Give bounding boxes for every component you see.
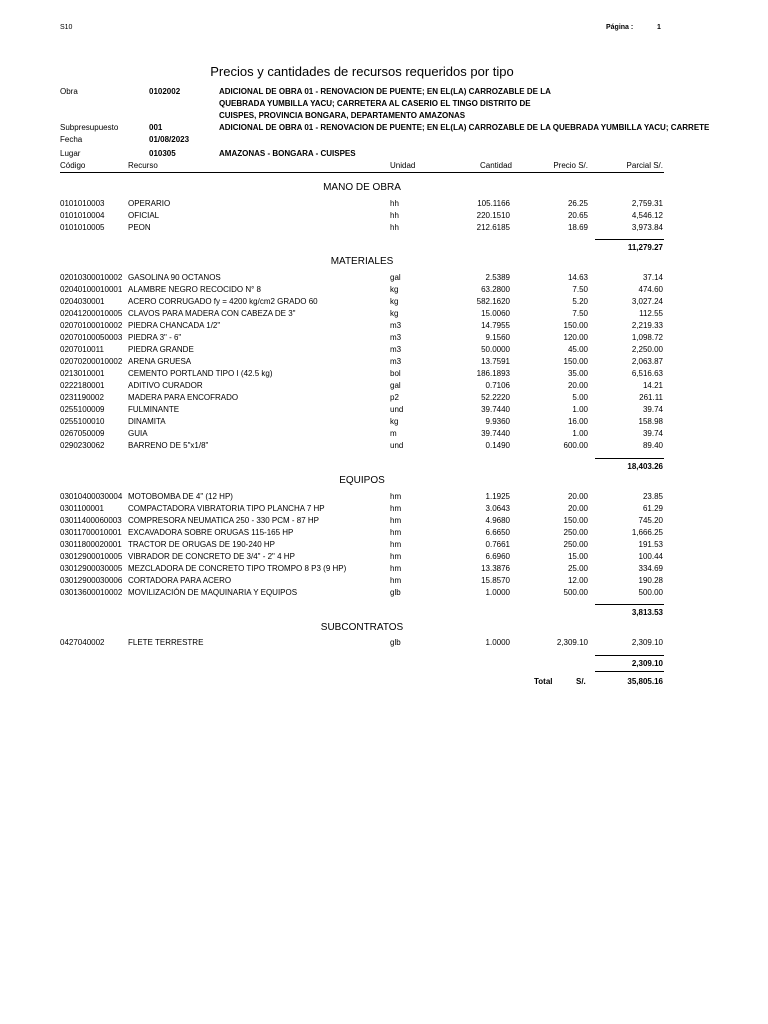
- resource-partial: 158.98: [638, 417, 663, 426]
- resource-quantity: 4.9680: [485, 516, 510, 525]
- resource-quantity: 15.8570: [481, 576, 510, 585]
- resource-partial: 334.69: [638, 564, 663, 573]
- resource-price: 250.00: [563, 540, 588, 549]
- resource-partial: 2,250.00: [631, 345, 663, 354]
- resource-price: 35.00: [567, 369, 588, 378]
- resource-quantity: 0.7106: [485, 381, 510, 390]
- resource-code: 02040100010001: [60, 285, 123, 294]
- resource-unit: m: [390, 429, 397, 438]
- resource-name: CORTADORA PARA ACERO: [128, 576, 232, 585]
- section-subtotal: 11,279.27: [627, 243, 663, 252]
- resource-name: COMPRESORA NEUMATICA 250 - 330 PCM - 87 HP: [128, 516, 320, 525]
- resource-price: 20.00: [567, 381, 588, 390]
- resource-price: 45.00: [567, 345, 588, 354]
- resource-quantity: 6.6960: [485, 552, 510, 561]
- section-subtotal: 3,813.53: [631, 608, 663, 617]
- resource-partial: 2,759.31: [631, 199, 663, 208]
- total-label: Total: [534, 677, 553, 686]
- resource-partial: 100.44: [638, 552, 663, 561]
- resource-price: 5.20: [572, 297, 588, 306]
- obra-label: Obra: [60, 87, 78, 96]
- resource-code: 0101010004: [60, 211, 105, 220]
- page-number: 1: [657, 24, 661, 31]
- fecha-label: Fecha: [60, 135, 83, 144]
- resource-unit: hm: [390, 528, 402, 537]
- resource-price: 16.00: [567, 417, 588, 426]
- table-row: [0, 441, 768, 453]
- resource-quantity: 3.0643: [485, 504, 510, 513]
- resource-name: GUIA: [128, 429, 148, 438]
- resource-price: 150.00: [563, 357, 588, 366]
- resource-unit: hm: [390, 564, 402, 573]
- resource-unit: hm: [390, 504, 402, 513]
- resource-code: 02070200010002: [60, 357, 123, 366]
- resource-quantity: 1.1925: [485, 492, 510, 501]
- resource-name: GASOLINA 90 OCTANOS: [128, 273, 221, 282]
- resource-partial: 112.55: [639, 309, 663, 318]
- resource-price: 7.50: [572, 285, 588, 294]
- resource-unit: p2: [390, 393, 399, 402]
- resource-partial: 3,973.84: [631, 223, 663, 232]
- resource-quantity: 212.6185: [476, 223, 510, 232]
- resource-partial: 2,063.87: [631, 357, 663, 366]
- resource-name: MOVILIZACIÓN DE MAQUINARIA Y EQUIPOS: [128, 588, 298, 597]
- resource-quantity: 105.1166: [477, 199, 510, 208]
- report-code: S10: [60, 24, 73, 31]
- resource-partial: 2,309.10: [631, 638, 663, 647]
- total-value: 35,805.16: [627, 677, 663, 686]
- resource-quantity: 13.3876: [481, 564, 510, 573]
- resource-code: 0231190002: [60, 393, 104, 402]
- resource-code: 0213010001: [60, 369, 105, 378]
- resource-unit: kg: [390, 285, 399, 294]
- resource-name: OPERARIO: [128, 199, 171, 208]
- table-row: [0, 223, 768, 235]
- resource-name: CLAVOS PARA MADERA CON CABEZA DE 3": [128, 309, 296, 318]
- lugar-label: Lugar: [60, 149, 81, 158]
- resource-quantity: 14.7955: [481, 321, 510, 330]
- page-label: Página :: [606, 24, 634, 31]
- resource-quantity: 50.0000: [481, 345, 510, 354]
- resource-name: TRACTOR DE ORUGAS DE 190-240 HP: [128, 540, 276, 549]
- resource-price: 25.00: [567, 564, 588, 573]
- resource-name: ARENA GRUESA: [128, 357, 192, 366]
- resource-partial: 190.28: [638, 576, 663, 585]
- col-header-codigo: Código: [60, 161, 86, 170]
- resource-code: 03013600010002: [60, 588, 123, 597]
- table-row: [0, 429, 768, 441]
- resource-code: 0207010011: [60, 345, 104, 354]
- resource-unit: glb: [390, 638, 401, 647]
- resource-price: 150.00: [563, 516, 588, 525]
- resource-price: 15.00: [567, 552, 588, 561]
- table-row: [0, 492, 768, 504]
- resource-partial: 39.74: [642, 405, 663, 414]
- table-row: [0, 381, 768, 393]
- resource-quantity: 0.7661: [485, 540, 510, 549]
- resource-partial: 2,219.33: [631, 321, 663, 330]
- resource-code: 03011700010001: [60, 528, 122, 537]
- resource-name: OFICIAL: [128, 211, 160, 220]
- resource-name: DINAMITA: [128, 417, 166, 426]
- table-row: [0, 504, 768, 516]
- subpresupuesto-desc: ADICIONAL DE OBRA 01 - RENOVACION DE PUENTE; EN EL(LA) CARROZABLE DE LA QUEBRADA YUMBILLA YACU; CARRETE: [219, 123, 710, 132]
- resource-price: 120.00: [563, 333, 588, 342]
- resource-code: 03012900030005: [60, 564, 123, 573]
- resource-unit: m3: [390, 357, 402, 366]
- table-row: [0, 333, 768, 345]
- table-row: [0, 528, 768, 540]
- resource-name: FULMINANTE: [128, 405, 180, 414]
- resource-partial: 745.20: [638, 516, 663, 525]
- resource-unit: kg: [390, 417, 399, 426]
- resource-unit: gal: [390, 273, 401, 282]
- resource-price: 26.25: [567, 199, 588, 208]
- resource-name: PIEDRA 3" - 6": [128, 333, 182, 342]
- resource-partial: 500.00: [638, 588, 663, 597]
- resource-unit: und: [390, 441, 404, 450]
- resource-unit: hh: [390, 211, 399, 220]
- resource-partial: 3,027.24: [631, 297, 663, 306]
- resource-unit: bol: [390, 369, 401, 378]
- resource-name: MEZCLADORA DE CONCRETO TIPO TROMPO 8 P3 (9 HP): [128, 564, 347, 573]
- resource-code: 02070100010002: [60, 321, 123, 330]
- resource-quantity: 13.7591: [481, 357, 510, 366]
- obra-code: 0102002: [149, 87, 181, 96]
- resource-partial: 39.74: [642, 429, 663, 438]
- resource-quantity: 2.5389: [485, 273, 510, 282]
- col-header-cantidad: Cantidad: [479, 161, 512, 170]
- resource-unit: kg: [390, 309, 399, 318]
- table-row: [0, 211, 768, 223]
- table-row: [0, 369, 768, 381]
- subtotal-line: [595, 604, 664, 605]
- resource-unit: hm: [390, 576, 402, 585]
- resource-name: FLETE TERRESTRE: [128, 638, 204, 647]
- subpresupuesto-code: 001: [149, 123, 163, 132]
- resource-code: 0222180001: [60, 381, 105, 390]
- resource-quantity: 1.0000: [485, 638, 510, 647]
- obra-desc-line-1: ADICIONAL DE OBRA 01 - RENOVACION DE PUENTE; EN EL(LA) CARROZABLE DE LA: [219, 87, 551, 96]
- lugar-desc: AMAZONAS - BONGARA - CUISPES: [219, 149, 356, 158]
- resource-name: MOTOBOMBA DE 4" (12 HP): [128, 492, 233, 501]
- resource-quantity: 0.1490: [485, 441, 510, 450]
- resource-name: ALAMBRE NEGRO RECOCIDO N° 8: [128, 285, 261, 294]
- resource-partial: 6,516.63: [631, 369, 663, 378]
- resource-price: 12.00: [567, 576, 588, 585]
- table-row: [0, 297, 768, 309]
- resource-code: 0101010003: [60, 199, 105, 208]
- resource-price: 20.00: [567, 492, 588, 501]
- table-row: [0, 273, 768, 285]
- resource-quantity: 63.2800: [481, 285, 510, 294]
- resource-price: 1.00: [572, 405, 588, 414]
- table-row: [0, 199, 768, 211]
- section-title: SUBCONTRATOS: [320, 622, 404, 633]
- resource-price: 500.00: [563, 588, 588, 597]
- resource-price: 150.00: [563, 321, 588, 330]
- col-header-parcial: Parcial S/.: [626, 161, 663, 170]
- table-row: [0, 564, 768, 576]
- resource-name: ACERO CORRUGADO fy = 4200 kg/cm2 GRADO 60: [128, 297, 318, 306]
- resource-name: PIEDRA GRANDE: [128, 345, 194, 354]
- resource-unit: hh: [390, 199, 399, 208]
- resource-code: 03012900010005: [60, 552, 123, 561]
- resource-unit: gal: [390, 381, 401, 390]
- resource-quantity: 39.7440: [481, 405, 510, 414]
- resource-partial: 1,666.25: [631, 528, 663, 537]
- resource-name: ADITIVO CURADOR: [128, 381, 203, 390]
- fecha-value: 01/08/2023: [149, 135, 190, 144]
- resource-price: 20.00: [567, 504, 588, 513]
- table-row: [0, 576, 768, 588]
- resource-code: 03011400060003: [60, 516, 122, 525]
- section-subtotal: 2,309.10: [631, 659, 663, 668]
- resource-code: 02041200010005: [60, 309, 123, 318]
- table-row: [0, 405, 768, 417]
- resource-quantity: 582.1620: [476, 297, 510, 306]
- resource-partial: 37.14: [642, 273, 663, 282]
- table-row: [0, 540, 768, 552]
- resource-unit: m3: [390, 333, 402, 342]
- total-currency: S/.: [576, 677, 586, 686]
- obra-desc-line-2: QUEBRADA YUMBILLA YACU; CARRETERA AL CASERIO EL TINGO DISTRITO DE: [219, 99, 531, 108]
- subtotal-line: [595, 671, 664, 672]
- resource-name: COMPACTADORA VIBRATORIA TIPO PLANCHA 7 HP: [128, 504, 325, 513]
- col-header-recurso: Recurso: [128, 161, 158, 170]
- resource-name: BARRENO DE 5"x1/8": [128, 441, 209, 450]
- table-row: [0, 345, 768, 357]
- resource-name: CEMENTO PORTLAND TIPO I (42.5 kg): [128, 369, 273, 378]
- resource-price: 600.00: [563, 441, 588, 450]
- resource-code: 0101010005: [60, 223, 105, 232]
- resource-name: PIEDRA CHANCADA 1/2": [128, 321, 221, 330]
- resource-code: 02070100050003: [60, 333, 123, 342]
- table-row: [0, 638, 768, 650]
- obra-desc-line-3: CUISPES, PROVINCIA BONGARA, DEPARTAMENTO AMAZONAS: [219, 111, 466, 120]
- report-title: Precios y cantidades de recursos requeridos por tipo: [210, 64, 514, 79]
- resource-code: 02010300010002: [60, 273, 123, 282]
- resource-code: 0290230062: [60, 441, 105, 450]
- section-subtotal: 18,403.26: [627, 462, 663, 471]
- resource-partial: 1,098.72: [631, 333, 663, 342]
- resource-partial: 89.40: [642, 441, 663, 450]
- subtotal-line: [595, 239, 664, 240]
- table-row: [0, 552, 768, 564]
- resource-partial: 191.53: [638, 540, 663, 549]
- table-row: [0, 393, 768, 405]
- subpresupuesto-label: Subpresupuesto: [60, 123, 119, 132]
- resource-partial: 61.29: [642, 504, 663, 513]
- header-divider: [60, 172, 664, 173]
- resource-quantity: 52.2220: [481, 393, 510, 402]
- resource-quantity: 1.0000: [485, 588, 510, 597]
- resource-code: 03011800020001: [60, 540, 122, 549]
- resource-partial: 14.21: [642, 381, 663, 390]
- resource-price: 1.00: [572, 429, 588, 438]
- resource-quantity: 186.1893: [476, 369, 510, 378]
- table-row: [0, 516, 768, 528]
- resource-code: 03010400030004: [60, 492, 123, 501]
- resource-unit: hm: [390, 492, 402, 501]
- resource-price: 2,309.10: [556, 638, 588, 647]
- resource-code: 03012900030006: [60, 576, 123, 585]
- table-row: [0, 309, 768, 321]
- table-row: [0, 588, 768, 600]
- table-row: [0, 417, 768, 429]
- lugar-code: 010305: [149, 149, 176, 158]
- resource-unit: und: [390, 405, 404, 414]
- resource-price: 7.50: [572, 309, 588, 318]
- table-row: [0, 357, 768, 369]
- resource-unit: glb: [390, 588, 401, 597]
- resource-name: EXCAVADORA SOBRE ORUGAS 115-165 HP: [128, 528, 294, 537]
- resource-quantity: 39.7440: [481, 429, 510, 438]
- section-title: MANO DE OBRA: [323, 182, 401, 193]
- table-row: [0, 321, 768, 333]
- resource-unit: hh: [390, 223, 399, 232]
- resource-code: 0301100001: [60, 504, 104, 513]
- resource-unit: kg: [390, 297, 399, 306]
- resource-code: 0255100010: [60, 417, 105, 426]
- subtotal-line: [595, 655, 664, 656]
- resource-name: PEON: [128, 223, 151, 232]
- resource-unit: m3: [390, 345, 402, 354]
- resource-partial: 474.60: [638, 285, 663, 294]
- resource-unit: m3: [390, 321, 402, 330]
- resource-name: VIBRADOR DE CONCRETO DE 3/4" - 2" 4 HP: [128, 552, 295, 561]
- section-title: MATERIALES: [330, 256, 394, 267]
- resource-price: 14.63: [567, 273, 588, 282]
- col-header-unidad: Unidad: [390, 161, 416, 170]
- resource-unit: hm: [390, 552, 402, 561]
- resource-partial: 261.11: [639, 393, 663, 402]
- resource-name: MADERA PARA ENCOFRADO: [128, 393, 239, 402]
- resource-price: 250.00: [563, 528, 588, 537]
- resource-unit: hm: [390, 516, 402, 525]
- resource-code: 0427040002: [60, 638, 105, 647]
- resource-partial: 23.85: [642, 492, 663, 501]
- resource-code: 0267050009: [60, 429, 105, 438]
- resource-quantity: 9.1560: [485, 333, 510, 342]
- resource-code: 0255100009: [60, 405, 105, 414]
- resource-price: 20.65: [567, 211, 588, 220]
- table-row: [0, 285, 768, 297]
- resource-quantity: 220.1510: [476, 211, 510, 220]
- resource-price: 5.00: [572, 393, 588, 402]
- subtotal-line: [595, 458, 664, 459]
- resource-code: 0204030001: [60, 297, 105, 306]
- resource-unit: hm: [390, 540, 402, 549]
- section-title: EQUIPOS: [339, 475, 385, 486]
- resource-quantity: 6.6650: [485, 528, 510, 537]
- resource-quantity: 15.0060: [481, 309, 510, 318]
- resource-price: 18.69: [567, 223, 588, 232]
- resource-partial: 4,546.12: [631, 211, 663, 220]
- col-header-precio: Precio S/.: [553, 161, 588, 170]
- resource-quantity: 9.9360: [485, 417, 510, 426]
